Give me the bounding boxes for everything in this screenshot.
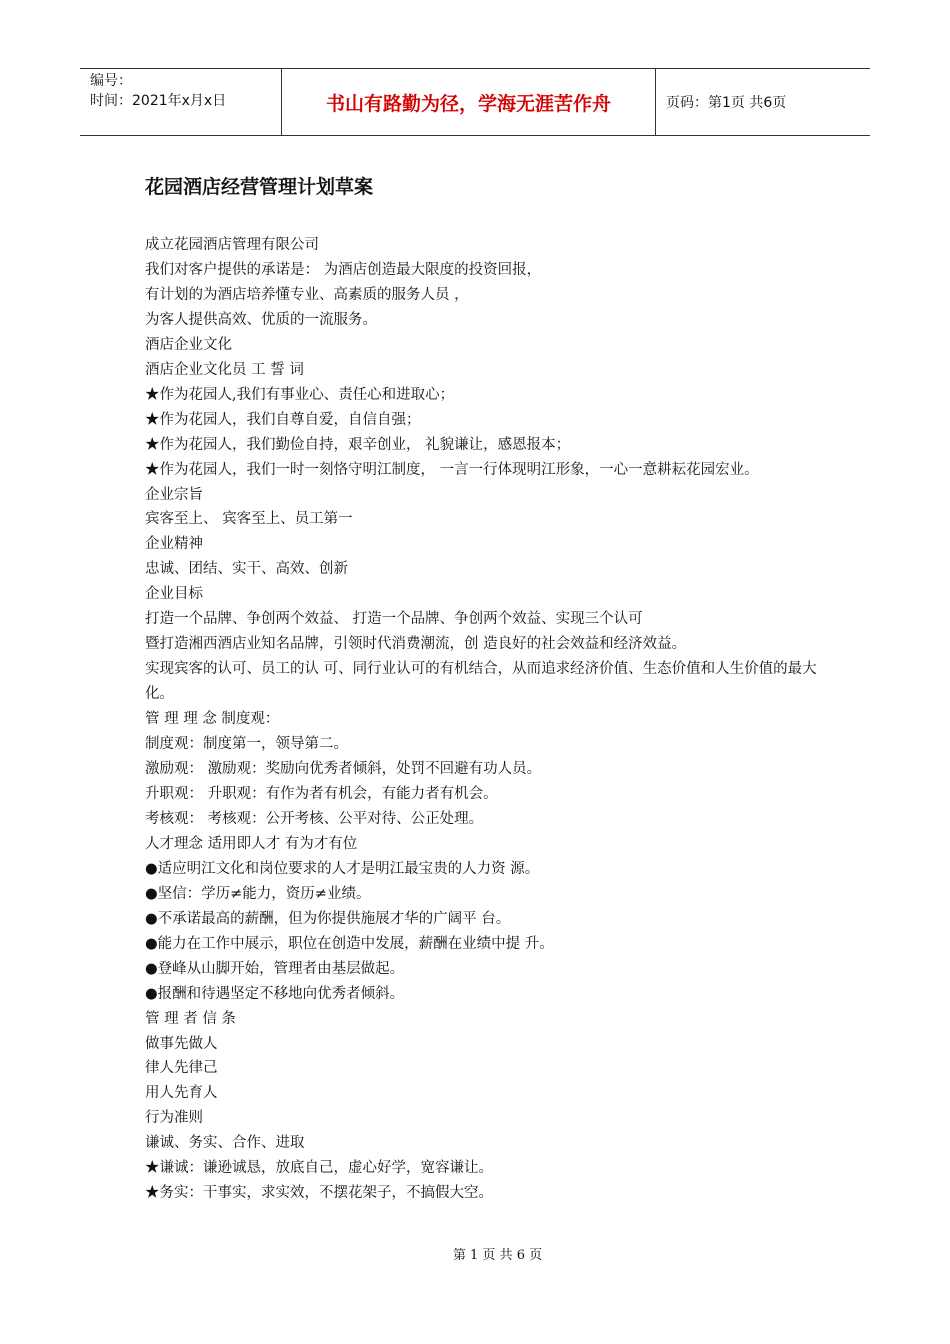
- body-line: 有计划的为酒店培养懂专业、高素质的服务人员 ，: [145, 286, 469, 303]
- section-heading: 酒店企业文化: [145, 336, 232, 353]
- body-line: 酒店企业文化员 工 誓 词: [145, 361, 304, 378]
- body-line: 律人先律己: [145, 1060, 218, 1077]
- body-line: 考核观： 考核观：公开考核、公平对待、公正处理。: [145, 810, 484, 827]
- header-page-info: 页码：第1页 共6页: [666, 95, 787, 111]
- body-line: ★谦诚：谦逊诚恳，放底自己，虚心好学，宽容谦让。: [145, 1160, 493, 1177]
- section-heading: 企业目标: [145, 586, 203, 603]
- body-line: 激励观： 激励观：奖励向优秀者倾斜，处罚不回避有功人员。: [145, 761, 542, 778]
- body-line: 宾客至上、 宾客至上、员工第一: [145, 511, 353, 528]
- body-line: 做事先做人: [145, 1035, 218, 1052]
- bullet-line: ●适应明江文化和岗位要求的人才是明江最宝贵的人力资 源。: [145, 860, 540, 877]
- bullet-line: ●登峰从山脚开始，管理者由基层做起。: [145, 960, 405, 977]
- bullet-line: ●报酬和待遇坚定不移地向优秀者倾斜。: [145, 985, 405, 1002]
- bullet-line: ●不承诺最高的薪酬，但为你提供施展才华的广阔平 台。: [145, 910, 511, 927]
- section-heading: 管 理 者 信 条: [145, 1010, 236, 1027]
- document-body: [145, 233, 825, 1206]
- section-heading: 企业精神: [145, 536, 203, 553]
- body-line: 忠诚、团结、实干、高效、创新: [145, 561, 348, 578]
- bullet-line: ●能力在工作中展示，职位在创造中发展，薪酬在业绩中提 升。: [145, 935, 554, 952]
- document-date-label: 时间：2021年x月x日: [90, 93, 227, 109]
- body-line: 打造一个品牌、争创两个效益、 打造一个品牌、争创两个效益、实现三个认可: [145, 611, 643, 628]
- body-line: ★作为花园人,我们有事业心、责任心和进取心；: [145, 386, 455, 403]
- bullet-line: ●坚信：学历≠能力，资历≠业绩。: [145, 885, 371, 902]
- body-line: 实现宾客的认可、员工的认 可、同行业认可的有机结合，从而追求经济价值、生态价值和人生价值的最大化。: [145, 661, 817, 703]
- document-title: 花园酒店经营管理计划草案: [145, 176, 374, 198]
- document-number-label: 编号：: [90, 73, 132, 89]
- body-line: ★作为花园人，我们勤俭自持，艰辛创业， 礼貌谦让，感恩报本；: [145, 436, 571, 453]
- body-line: 成立花园酒店管理有限公司: [145, 237, 319, 253]
- page-footer: 第 1 页 共 6 页: [452, 1248, 543, 1263]
- body-line: 谦诚、务实、合作、进取: [145, 1135, 305, 1152]
- section-heading: 管 理 理 念 制度观：: [145, 711, 280, 728]
- body-line: 用人先育人: [145, 1085, 218, 1102]
- body-line: ★务实：干事实，求实效，不摆花架子，不搞假大空。: [145, 1185, 493, 1202]
- header-motto-cell: [281, 69, 656, 135]
- body-line: ★作为花园人，我们一时一刻恪守明江制度， 一言一行体现明江形象，一心一意耕耘花园宏业。: [145, 461, 759, 478]
- body-line: 制度观：制度第一，领导第二。: [145, 736, 348, 753]
- body-line: 升职观： 升职观：有作为者有机会，有能力者有机会。: [145, 785, 498, 802]
- section-heading: 行为准则: [145, 1110, 203, 1127]
- header-motto: 书山有路勤为径，学海无涯苦作舟: [325, 92, 611, 115]
- header-meta: [80, 69, 281, 135]
- section-heading: 企业宗旨: [145, 486, 203, 503]
- section-heading: 人才理念 适用即人才 有为才有位: [145, 835, 358, 852]
- body-line: 暨打造湘西酒店业知名品牌，引领时代消费潮流，创 造良好的社会效益和经济效益。: [145, 636, 687, 653]
- body-line: 为客人提供高效、优质的一流服务。: [145, 311, 377, 328]
- body-line: ★作为花园人，我们自尊自爱，自信自强；: [145, 411, 421, 428]
- page-header: [80, 68, 870, 136]
- body-line: 我们对客户提供的承诺是： 为酒店创造最大限度的投资回报，: [145, 261, 542, 278]
